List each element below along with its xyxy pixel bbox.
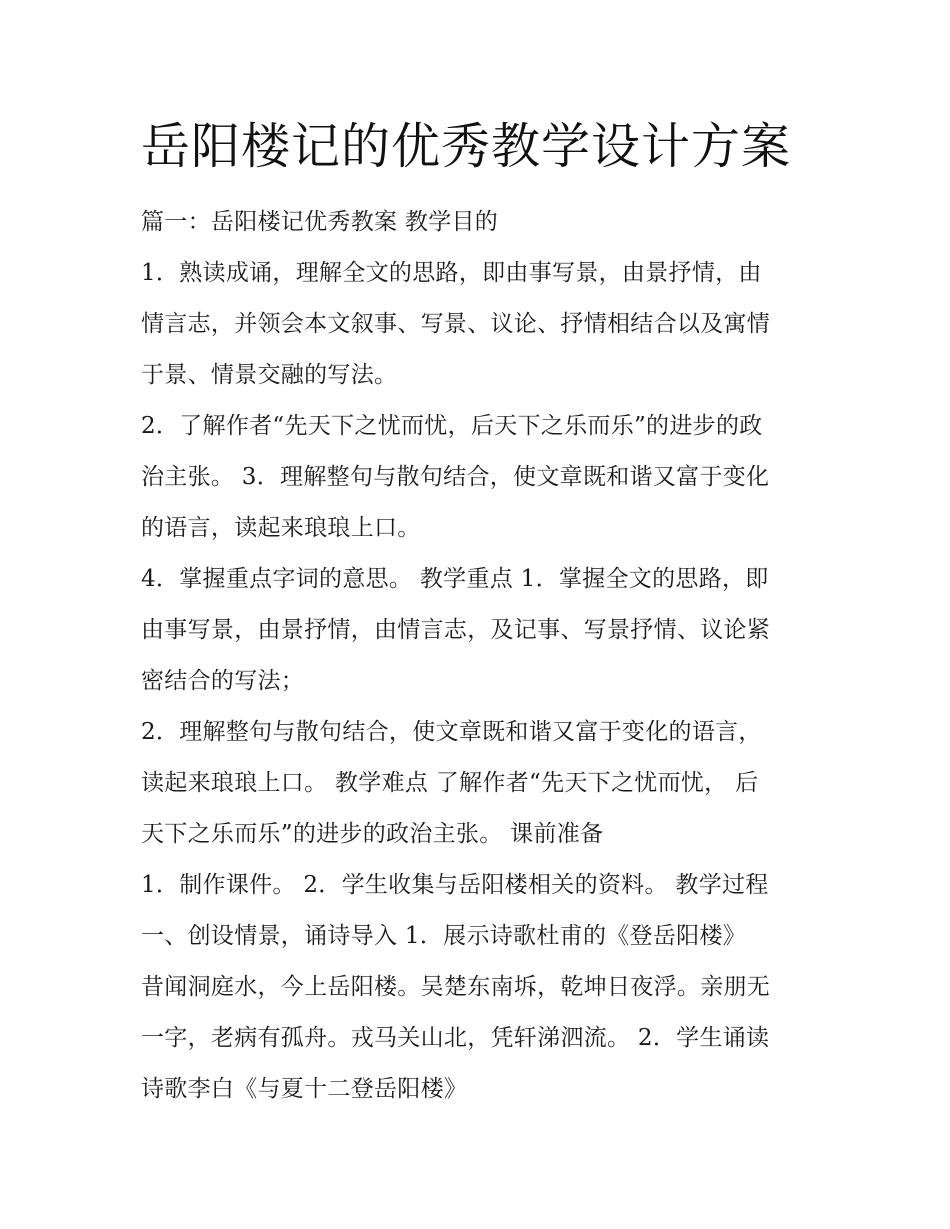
document-body xyxy=(141,197,821,1115)
paragraph-line: 密结合的写法； xyxy=(141,668,305,694)
paragraph-line: 一、创设情景，诵诗导入 1．展示诗歌杜甫的《登岳阳楼》 xyxy=(141,923,747,949)
paragraph-line: 治主张。 3．理解整句与散句结合，使文章既和谐又富于变化 xyxy=(141,464,770,490)
paragraph-line: 2．了解作者“先天下之忧而忧，后天下之乐而乐”的进步的政 xyxy=(141,413,763,439)
paragraph-line: 诗歌李白《与夏十二登岳阳楼》 xyxy=(141,1076,468,1102)
paragraph-line: 由事写景，由景抒情，由情言志，及记事、写景抒情、议论紧 xyxy=(141,617,771,643)
document-title: 岳阳楼记的优秀教学设计方案 xyxy=(141,118,792,175)
paragraph-line: 情言志，并领会本文叙事、写景、议论、抒情相结合以及寓情 xyxy=(141,311,771,337)
paragraph-line: 读起来琅琅上口。 教学难点 了解作者“先天下之忧而忧， 后 xyxy=(141,770,759,796)
paragraph-line: 2．理解整句与散句结合，使文章既和谐又富于变化的语言， xyxy=(141,719,762,745)
paragraph-line: 的语言，读起来琅琅上口。 xyxy=(141,515,421,541)
paragraph-line: 一字，老病有孤舟。戎马关山北，凭轩涕泗流。 2．学生诵读 xyxy=(141,1025,770,1051)
paragraph-line: 4．掌握重点字词的意思。 教学重点 1．掌握全文的思路，即 xyxy=(141,566,769,592)
paragraph-line: 1．制作课件。 2．学生收集与岳阳楼相关的资料。 教学过程 xyxy=(141,872,769,898)
paragraph-line: 昔闻洞庭水，今上岳阳楼。吴楚东南坼，乾坤日夜浮。亲朋无 xyxy=(141,974,771,1000)
paragraph-line: 天下之乐而乐”的进步的政治主张。 课前准备 xyxy=(141,821,604,847)
paragraph-line: 篇一：岳阳楼记优秀教案 教学目的 xyxy=(141,209,499,235)
paragraph-line: 于景、情景交融的写法。 xyxy=(141,362,398,388)
paragraph-line: 1．熟读成诵，理解全文的思路，即由事写景，由景抒情，由 xyxy=(141,260,762,286)
